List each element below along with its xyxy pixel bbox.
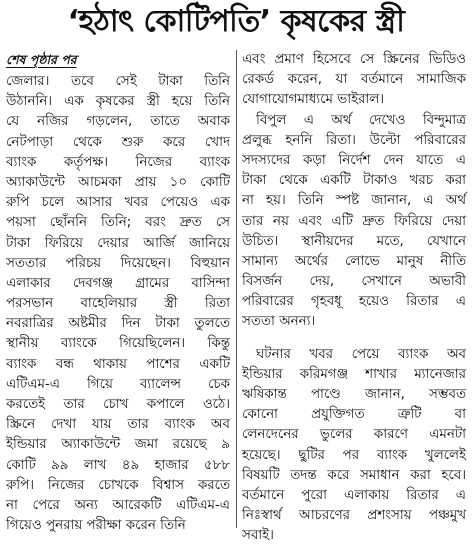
- text-line: রুপি চলে আসার খবর পেয়েও এক: [6, 195, 230, 211]
- text-line: ব্যাংক বন্ধ থাকায় পাশের একটি: [6, 356, 230, 372]
- text-line: ঋষিকান্ত পাণ্ডে জানান, সম্ভবত: [242, 387, 466, 402]
- left-column-text: [6, 72, 230, 536]
- text-line: সততা অনন্য।: [242, 314, 316, 330]
- text-line: স্থানীয় ব্যাংকে গিয়েছিলেন। কিন্তু: [6, 336, 230, 352]
- text-line: জেলার। তবে সেই টাকা তিনি: [6, 74, 230, 89]
- text-line: সততার পরিচয় দিয়েছেন। বিহুয়ান: [6, 255, 230, 271]
- text-line: সবাই।: [242, 528, 274, 544]
- text-line: সামান্য অর্থের লোভে মানুষ নীতি: [242, 253, 466, 269]
- text-line: পয়সা ছোঁননি তিনি; বরং দ্রুত সে: [6, 215, 230, 231]
- text-line: না হয়। তিনি স্পষ্ট জানান, এ অর্থ: [242, 193, 466, 209]
- text-line: প্রলুব্ধ হননি রিতা। উল্টো পরিবারের: [242, 132, 466, 148]
- text-line: গিয়েও পুনরায় পরীক্ষা করেন তিনি: [6, 518, 186, 534]
- text-line: এলাকার দেবগঞ্জ গ্রামের বাসিন্দা: [6, 275, 230, 291]
- text-line: পরসভান বাহেলিয়ার স্ত্রী রিতা: [6, 296, 230, 312]
- text-line: যোগাযোগমাধ্যমে ভাইরাল।: [242, 92, 385, 108]
- text-line: বর্তমানে পুরো এলাকায় রিতার এ: [242, 487, 466, 503]
- text-line: বিসর্জন দেয়, সেখানে অভাবী: [242, 274, 466, 290]
- text-line: ব্যাংক কর্তৃপক্ষ। নিজের ব্যাংক: [6, 154, 230, 170]
- text-line: তার নয় এবং এটি দ্রুত ফিরিয়ে দেয়া: [242, 213, 466, 229]
- text-line: ইন্ডিয়ার করিমগঞ্জ শাখার ম্যানেজার: [242, 366, 466, 382]
- text-line: উঠাননি। এক কৃষকের স্ত্রী হয়ে তিনি: [6, 94, 230, 110]
- text-line: কোনো প্রযুক্তিগত ত্রুটি বা: [242, 407, 466, 423]
- right-column-text: [242, 50, 466, 547]
- text-line: সদস্যদের কড়া নির্দেশ দেন যাতে এ: [242, 152, 466, 168]
- text-line: ঘটনার খবর পেয়ে ব্যাংক অব: [256, 346, 466, 362]
- text-line: অ্যাকাউন্টে আচমকা প্রায় ১০ কোটি: [6, 174, 230, 190]
- text-line: স্ক্রিনে দেখা যায় তার ব্যাংক অব: [6, 417, 230, 433]
- text-line: ইন্ডিয়ার অ্যাকাউন্টে জমা রয়েছে ৯: [6, 437, 230, 453]
- article-column-left: [6, 50, 230, 534]
- text-line: নবরাত্রির অষ্টমীর দিন টাকা তুলতে: [6, 316, 230, 332]
- continued-from-label: শেষ পৃষ্ঠার পর: [6, 52, 77, 67]
- text-line: করতেই তার চোখ কপালে ওঠে।: [6, 397, 230, 412]
- text-line: উচিত। স্থানীয়দের মতে, যেখানে: [242, 233, 466, 249]
- article-column-right: [242, 50, 466, 544]
- text-line: এটিএম-এ গিয়ে ব্যালেন্স চেক: [6, 376, 230, 392]
- text-line: রেকর্ড করেন, যা বর্তমানে সামাজিক: [242, 72, 466, 88]
- column-divider: [236, 50, 237, 528]
- text-line: নেটপাড়া থেকে শুরু করে খোদ: [6, 134, 230, 150]
- text-line: রুপি। নিজের চোখকে বিশ্বাস করতে: [6, 477, 230, 493]
- headline: ‘হঠাৎ কোটিপতি’ কৃষকের স্ত্রী: [67, 4, 405, 39]
- text-line: যে নজির গড়লেন, তাতে অবাক: [6, 114, 230, 130]
- text-line: লেনদেনের ভুলের কারণে এমনটা: [242, 427, 466, 443]
- text-line: এবং প্রমাণ হিসেবে সে স্ক্রিনের ভিডিও: [242, 52, 466, 67]
- text-line: পরিবারের গৃহবধূ হয়েও রিতার এ: [242, 294, 466, 310]
- text-line: না পেরে অন্য আরেকটি এটিএম-এ: [6, 497, 230, 513]
- article-body: [6, 50, 466, 544]
- text-line: টাকা ফিরিয়ে দেয়ার আর্জি জানিয়ে: [6, 235, 230, 251]
- text-line: হয়েছে। ছুটির পর ব্যাংক খুললেই: [242, 447, 466, 463]
- text-line: নিঃস্বার্থ আচরণের প্রশংসায় পঞ্চমুখ: [242, 508, 466, 524]
- text-line: কোটি ৯৯ লাখ ৪৯ হাজার ৫৮৮: [6, 457, 230, 473]
- text-line: [242, 333, 466, 345]
- text-line: বিষয়টি তদন্ত করে সমাধান করা হবে।: [242, 467, 466, 483]
- text-line: টাকা থেকে একটি টাকাও খরচ করা: [242, 173, 466, 189]
- text-line: বিপুল এ অর্থ দেখেও বিন্দুমাত্র: [256, 112, 466, 128]
